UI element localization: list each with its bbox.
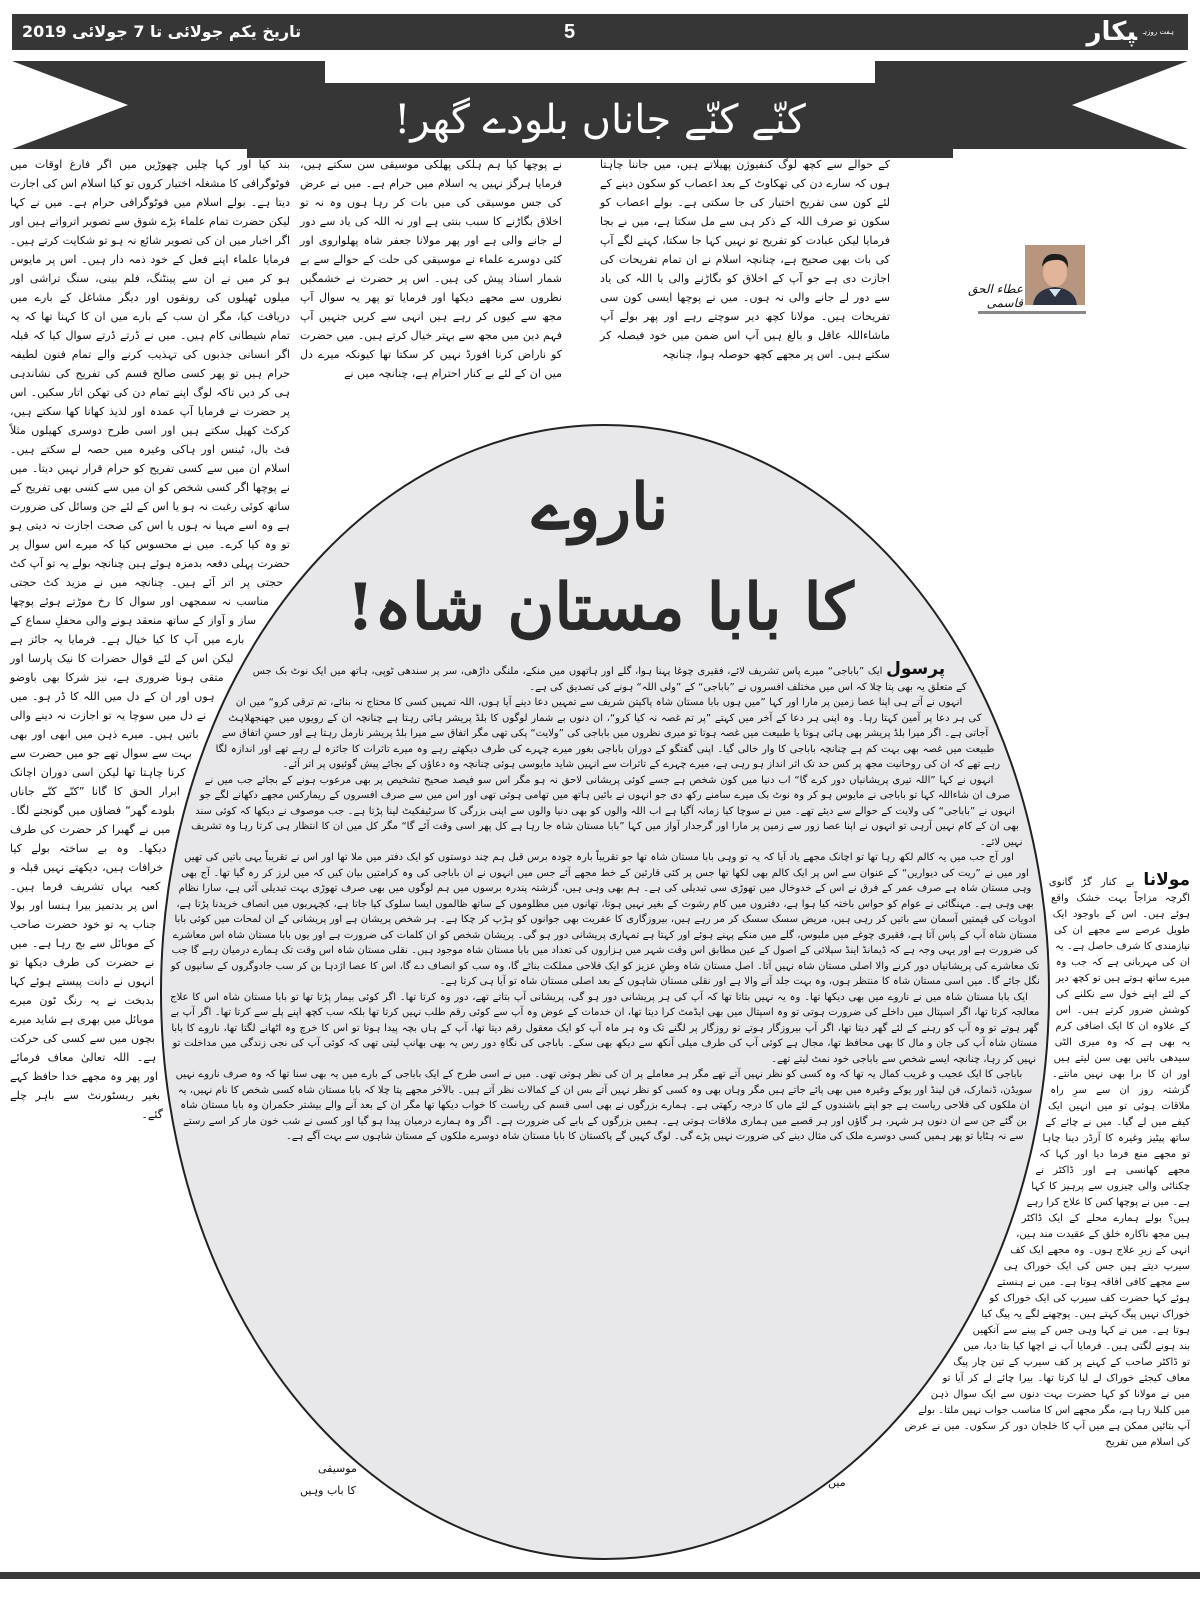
logo-text: پکار (1086, 17, 1138, 47)
lead-word: پرسول (886, 659, 946, 679)
feature-title-line-1: ناروے (531, 470, 669, 545)
column-3 (600, 155, 890, 505)
column-text: نے پوچھا کیا ہم ہلکی پھلکی موسیقی سن سکتے ہیں، فرمایا ہرگز نہیں یہ اسلام میں حرام ہے۔ میں نے عرض کی جس موسیقی کی میں بات کر رہا ہوں وہ نہ تو اخلاق بگاڑنے کا سبب بنتی ہے اور نہ اللہ کی یاد سے دور لے جانے والی ہے اور پھر مولانا جعفر شاہ پھلواروی اور کئی دوسرے علماء نے موسیقی کی حلت کے حوالے سے بے شمار اسناد پیش کی ہیں۔ اس پر حضرت نے خشمگیں نظروں سے مجھے دیکھا اور فرمایا تو پھر یہ سوال آپ مجھ سے کیوں کر رہے ہیں انہی سے کریں جنہیں آپ فہم دین میں مجھ سے بہتر خیال کرتے ہیں۔ میں حضرت کو ناراض کرنا افورڈ نہیں کر سکتا تھا کیونکہ میرے دل میں ان کے لئے بے کنار احترام ہے، چنانچہ میں نے (300, 158, 562, 380)
author-photo (1025, 245, 1085, 305)
column-text: بند کیا اور کہا چلیں چھوڑیں میں اگر فارغ اوقات میں فوٹوگرافی کا مشغلہ اختیار کروں تو کیا اسلام اس کی اجازت دیتا ہے۔ بولے اسلام میں فوٹوگرافی حرام ہے۔ میں نے کہا لیکن حضرت تمام علماء بڑے شوق سے تصویر اترواتے ہیں اور اگر اخبار میں ان کی تصویر شائع نہ ہو تو شکایت کرتے ہیں۔ فرمایا علماء اپنے فعل کے خود ذمہ دار ہیں۔ اس پر مایوس ہو کر میں نے ان سے پینٹنگ، فلم بینی، سنگ تراشی اور میلوں ٹھیلوں کی رونقوں اور دیگر مشاغل کے بارے میں دریافت کیا، مگر ان سب کے بارے میں ان کا کہنا تھا کہ یہ تمام شیطانی کام ہیں۔ میں نے ڈرتے ڈرتے سوال کیا کہ قبلہ اگر انسانی جذبوں کی تہذیب کرنے والے تمام فنون لطیفہ حرام ہیں تو پھر کسی صالح قسم کی تفریح کی نشاندہی ہی کر دیں تاکہ لوگ اپنے تمام دن کی تھکن اتار سکیں۔ اس پر حضرت نے فرمایا آپ عمدہ اور لذیذ کھانا کھا سکتے ہیں، کرکٹ کھیل سکتے ہیں اور اسی طرح دوسری کھیلوں مثلاً فٹ بال، ٹینس اور ہاکی وغیرہ میں حصہ لے سکتے ہیں۔ اسلام ان میں سے کسی تفریح کو حرام قرار نہیں دیتا۔ میں نے پوچھا اگر کسی شخص کو ان میں سے کسی بھی تفریح کے ساتھ کوئی رغبت نہ ہو یا اس کے لئے جن وسائل کی ضرورت ہے وہ اسے مہیا نہ ہوں یا اس کی صحت اجازت نہ دیتی ہو تو وہ کیا کرے۔ میں نے محسوس کیا کہ میرے اس سوال پر حضرت پہلی دفعہ بدمزہ ہوئے ہیں چنانچہ بولے یہ تو آپ کٹ حجتی پر اتر آئے ہیں۔ چنانچہ میں نے مزید کٹ حجتی مناسب نہ سمجھی اور سوال کا رخ موڑتے ہوئے پوچھا ساز و آواز کے ساتھ منعقد ہونے والی محفلِ سماع کے بارے میں آپ کا کیا خیال ہے۔ فرمایا یہ جائز ہے لیکن اس کے لئے قوال حضرات کا نیک پارسا اور متقی ہونا ضروری ہے، نیز شرکا بھی باوضو ہوں اور ان کے دل میں اللہ کا ڈر ہو۔ میں نے دل میں سوچا یہ تو اجازت نہ دینے والی باتیں ہیں۔ میرے ذہن میں ابھی اور بھی بہت سے سوال تھے جو میں حضرت سے کرنا چاہتا تھا لیکن اسی دوران اچانک ابرار الحق کا گانا ”کنّے کنّے جاناں بلودے گھر“ فضاؤں میں گونجنے لگا۔ میں نے گھبرا کر حضرت کی طرف دیکھا۔ وہ بے ساختہ بولے کیا خرافات ہیں، دیکھتے نہیں قبلہ و کعبہ یہاں تشریف فرما ہیں۔ اس پر بدتمیز بیرا ہنسا اور بولا جناب یہ تو خود حضرت صاحب کے موبائل سے بج رہا ہے۔ میں نے حضرت کی طرف دیکھا تو انہوں نے دانت پیستے ہوئے کہا بدبخت نے یہ رنگ ٹون میرے موبائل میں بھری ہے شاید میرے بچوں میں سے کسی کی حرکت ہے۔ اللہ تعالیٰ معاف فرمائے اور پھر وہ مجھے خدا حافظ کہے بغیر ریسٹورنٹ سے باہر چلے گئے۔ (10, 158, 290, 1121)
continued-fragment: میں (828, 1476, 846, 1489)
feature-title-line-2: کا بابا مستان شاہ! (346, 570, 854, 645)
logo-tagline: ہفت روزہ (1143, 28, 1174, 36)
continued-fragment: موسیقی (318, 1462, 357, 1475)
page-footer-rule (0, 1572, 1200, 1579)
continued-fragment: کا باب وہیں (300, 1484, 356, 1497)
feature-paragraph: انہوں نے آتے ہی اپنا عصا زمین پر مارا اور کہا ”میں ہوں بابا مستان شاہ پاکپتن شریف سے تمہیں دعا دینے آیا ہوں، اللہ تمہیں کسی کا محتاج نہ بنائے، تم ترقی کرو“ میں ان کی ہر دعا پر آمین کہتا رہا۔ وہ اپنی ہر دعا کے آخر میں کہتے ”پر تم غصہ نہ کیا کرو“، ان دنوں بے شمار لوگوں کا بلڈ پریشر ہائی رہتا ہے چنانچہ ان کے رویوں میں جھنجھلاہٹ آجاتی ہے۔ اگر میرا بلڈ پریشر بھی ہائی ہوتا یا طبیعت میں غصہ ہوتا تو میری نظروں میں باباجی کی ”ولایت“ پکی تھی مگر اتفاق سے میرا بلڈ پریشر نارمل رہتا ہے اور حسنِ اتفاق سے طبیعت میں غصہ بھی بہت کم ہے چنانچہ باباجی کا وار خالی گیا۔ اپنی گفتگو کے دوران باباجی بغور میرے چہرے کی طرف دیکھتے رہے وہ میرے تاثرات کا جائزہ لے رہے تھے اور اندازہ لگا رہے تھے کہ ان کی روحانیت مجھ پر کس حد تک اثر انداز ہو رہی ہے، میرے چہرے کے تاثرات سے انہیں شاید مایوسی ہوئی چنانچہ وہ دعاؤں کے بجائے پیش گوئیوں پر اتر آئے۔ (215, 697, 1001, 770)
portrait-icon (1025, 245, 1085, 305)
column-2 (300, 155, 562, 505)
author-name: عطاء الحق قاسمی (968, 282, 1023, 310)
feature-paragraph: انہوں نے کہا ”اللہ تیری پریشانیاں دور کرے گا“ اب دنیا میں کون شخص ہے جسے کوئی پریشانی لاحق نہ ہو مگر اس سو فیصد صحیح تشخیص پر بھی مرعوب ہونے کے بجائے جب میں نے صرف ان شاءاللہ کہا تو باباجی نے مایوس ہو کر وہ نوٹ بک میرے سامنے رکھ دی جو انہوں نے بائیں ہاتھ میں تھامی ہوئی تھی اور اس میں سے صرف افسروں کے ریمارکس مجھے دکھانے لگے جو انہوں نے ”باباجی“ کی ولایت کے حوالے سے دیئے تھے۔ میں نے سوچا کیا زمانہ آگیا ہے اب اللہ والوں کو بھی دنیا والوں سے اپنی بزرگی کا سرٹیفکیٹ لینا پڑتا ہے۔ جب موصوف نے دیکھا کہ کوئی سند بھی ان کے کام نہیں آرہی تو انہوں نے اپنا عصا زور سے زمین پر مارا اور گرجدار آواز میں کہا ”بابا مستان شاہ جا رہا ہے کل پھر اسی وقت آئے گا“ مگر کل میں ان کا انتظار ہی کرتا رہا وہ تشریف نہیں لائے۔ (191, 774, 1023, 848)
lead-word: مولانا (1143, 870, 1190, 890)
feature-paragraph: باباجی کا ایک عجیب و غریب کمال یہ تھا کہ وہ کسی کو نظر نہیں آتے تھے مگر ہر معاملے پر ان کی نظر ہوتی تھی۔ میں نے اسی طرح کے ایک باباجی کے بارے میں یہ بھی سنا تھا کہ وہ صرف ناروے نہیں سویڈن، ڈنمارک، فن لینڈ اور یوکے وغیرہ میں بھی پائے جاتے ہیں مگر وہاں بھی وہ کسی کو نظر نہیں آتے بس ان کے کمالات نظر آتے ہیں۔ بالآخر مجھے پتا چلا کہ بابا مستان شاہ کسی شخص کا نام نہیں، یہ ان ملکوں کی فلاحی ریاست ہے جو اپنے باشندوں کے لئے ماں کا درجہ رکھتی ہے۔ ہمارے بزرگوں نے بھی اسی قسم کی ریاست کا خواب دیکھا تھا مگر ان کے بعد آنے والے بیشتر حکمران وہ بابا مستان شاہ بن گئے جن سے ان دنوں ہر شہر، ہر گاؤں اور ہر قصبے میں ہماری ملاقات ہوتی ہے۔ ہمیں بزرگوں کے بابے کی ضرورت ہے۔ اگر وہ ہمارے درمیان پیدا ہو گیا اور کسی نے شب خون مار کر اسے رستے سے نہ ہٹایا تو پھر ہمیں کسی دوسرے ملک کی مثال دینے کی ضرورت نہیں پڑے گی۔ لوگ کہیں گے پاکستان کا بابا مستان شاہ دوسرے ملکوں کے مستان شاہوں سے بہت آگے ہے۔ (175, 1069, 1033, 1142)
column-headline: کنّے کنّے جاناں بلودے گھر! (394, 97, 806, 143)
column-body: بے کنار گڑ گانوی اگرچہ مزاجاً بہت خشک واقع ہوئے ہیں۔ اس کے باوجود ایک طویل عرصے سے مجھے ان کی نیازمندی کا شرف حاصل ہے۔ یہ ان کی مہربانی ہے کہ جب وہ میرے ساتھ ہوتے ہیں تو کچھ دیر کے لئے اپنے خول سے نکلنے کی کوشش ضرور کرتے ہیں۔ اس کے علاوہ ان کا ایک اضافی کرم یہ بھی ہے کہ وہ میری الٹی سیدھی باتیں بھی سن لیتے ہیں اور ان کا برا بھی نہیں مانتے۔ گزشتہ روز ان سے سرِ راہ ملاقات ہوئی تو میں انہیں ایک کیفے میں لے گیا۔ میں نے چائے کے ساتھ پیٹیز وغیرہ کا آرڈر دینا چاہا تو مجھے منع فرما دیا اور کہا کہ مجھے کھانسی ہے اور ڈاکٹر نے چکنائی والی چیزوں سے پرہیز کا کہا ہے۔ میں نے پوچھا کس کا علاج کرا رہے ہیں؟ بولے ہمارے محلے کے ایک ڈاکٹر ہیں مجھ ناکارہ خلق کے عقیدت مند ہیں، انہی کے زیرِ علاج ہوں۔ وہ مجھے ایک کف سیرپ دیتے ہیں جس کی ایک خوراک ہی سے مجھے کافی افاقہ ہوتا ہے۔ میں نے ہنستے ہوئے کہا حضرت کف سیرپ کی ایک خوراک کو خوراک نہیں پیگ کہتے ہیں۔ پوچھنے لگے یہ پیگ کیا ہوتا ہے۔ میں نے کہا وہی جس کے پینے سے آنکھیں بند ہونے لگتی ہیں۔ فرمایا آپ نے اچھا کیا بتا دیا، میں تو ڈاکٹر صاحب کے کہنے پر کف سیرپ کے تین چار پیگ معاف کیجئے خوراک لے لیا کرتا تھا۔ بیرا چائے لے کر آیا تو میں نے مولانا کو کہا حضرت بہت دنوں سے ایک سوال ذہن میں کلبلا رہا ہے، مگر مجھے اس کا مناسب جواب نہیں ملتا۔ بولے آپ بتائیں ممکن ہے میں آپ کا خلجان دور کر سکوں۔ میں نے عرض کی اسلام میں تفریح (904, 877, 1190, 1448)
feature-paragraph: ایک بابا مستان شاہ میں نے ناروے میں بھی دیکھا تھا۔ وہ یہ نہیں بتاتا تھا کہ آپ کی ہر پریشانی دور ہو گی، پریشانی آپ بتاتے تھے، دور وہ کرتا تھا۔ اگر کوئی بیمار پڑتا تھا تو بابا مستان شاہ اس کا علاج معالجہ کرتا تھا، اگر اسپتال میں داخلے کی ضرورت ہوتی تو وہ اسپتال میں بھی ایڈمٹ کرا دیتا تھا، ان خدمات کے عوض وہ آپ سے کوئی رقم طلب نہیں کرتا تھا بلکہ سب کچھ اپنے پلے سے کرتا تھا۔ اگر آپ بے گھر ہوتے تو وہ آپ کو رہنے کے لئے گھر دیتا تھا، اگر آپ بیروزگار ہوتے تو روزگار پر لگنے تک وہ ہر ماہ آپ کو ایک معقول رقم دیتا تھا، آپ کے ہاں بچہ پیدا ہوتا تو اس کا خرچ وہ اٹھانے لگتا تھا، ناروے کا بابا مستان شاہ آپ کی جان و مال کا بھی محافظ تھا، مجال ہے کوئی آپ کی طرف میلی آنکھ سے دیکھ بھی سکے۔ باباجی کی نگاہِ دور رس یہ بھی بھانپ لیتی تھی کہ کوئی آپ کی نجی زندگی میں مداخلت تو نہیں کر رہا، چنانچہ ایسے شخص سے باباجی خود نمٹ لیتے تھے۔ (170, 991, 1040, 1065)
issue-date: تاریخ یکم جولائی تا 7 جولائی 2019 (22, 22, 302, 41)
author-divider (978, 311, 1086, 314)
feature-body (160, 659, 1050, 1562)
page-number: 5 (564, 21, 576, 43)
feature-paragraph: اور آج جب میں یہ کالم لکھ رہا تھا تو اچانک مجھے یاد آیا کہ یہ تو وہی بابا مستان شاہ تھا جو تقریباً بارہ چودہ برس قبل ہم چند دوستوں کو ایک دفتر میں ملا تھا اور اس نے تقریباً یہی باتیں کی تھیں اور میں نے ”ریت کی دیواریں“ کے عنوان سے اس پر ایک کالم بھی لکھا تھا جس پر کئی قارئین کے خط مجھے آئے جس میں انہوں نے ان باباجی کی وہ کرامتیں بیان کیں کہ میں لرز کر رہ گیا تھا۔ آج بھی وہی مستان شاہ ہے صرف عمر کے فرق نے اس کے خدوخال میں تھوڑی سی تبدیلی کی ہے۔ ہم بھی وہی ہیں، گزشتہ پندرہ برسوں میں ہم لوگوں میں بھی صرف تھوڑی بہت تبدیلی آئی ہے، سارا نظام بھی وہی ہے۔ مہنگائی نے عوام کو حواس باختہ کیا ہوا ہے، دفتروں میں کام رشوت کے بغیر نہیں ہوتا، تھانوں میں مظلوموں کے ساتھ ظالموں ایسا سلوک کیا جاتا ہے، کچہریوں میں انصاف خریدنا پڑتا ہے، ادویات کی قیمتیں آسمان سے باتیں کر رہی ہیں، مریض سسک سسک کر مر رہے ہیں، بیروزگاری کا عفریت بھی جوانوں کو ہڑپ کر چکا ہے۔ ہر شخص پریشان ہے اور پریشانی کے ان لمحات میں کوئی بابا مستان شاہ آپ کے پاس آتا ہے، فقیری چوغے میں ملبوس، گلے میں منکے پہنے ہوئے اور کہتا ہے تمہاری پریشانی دور ہو گی۔ پریشان شخص کو ان کلمات کی ضرورت ہے اور یوں بابا مستان شاہ اس معاشرے کی ضرورت ہے اور یہی وجہ ہے کہ ڈیمانڈ اینڈ سپلائی کے اصول کے عین مطابق اس وقت شہر میں ہزاروں کی تعداد میں بابا مستان شاہ موجود ہیں۔ نقلی مستان شاہ اس وقت تک ہمارے درمیان رہے گا جب تک معاشرے کی پریشانیاں دور کرنے والا اصلی مستان شاہ نہیں آتا۔ اصل مستان شاہ وطنِ عزیز کو ایک فلاحی مملکت بنائے گا، وہ سب کو انصاف دے گا، اس کا عصا اژدہا بن کر سب جادوگروں کے سانپوں کو نگل جائے گا۔ میں اسی مستان شاہ کا منتظر ہوں، وہ بہت جلد آنے والا ہے اور نقلی مستان شاہوں کے بعد اصلی مستان شاہ تو آیا ہی کرتا ہے۔ (170, 852, 1040, 987)
column-text: کے حوالے سے کچھ لوگ کنفیوژن پھیلاتے ہیں، میں جاننا چاہتا ہوں کہ سارے دن کی تھکاوٹ کے بعد اعصاب کو سکون دینے کے لئے کون سی تفریح اختیار کی جا سکتی ہے۔ بولے اعصاب کو سکون تو صرف اللہ کے ذکر ہی سے مل سکتا ہے، میں نے بجا فرمایا لیکن عبادت کو تفریح تو نہیں کہا جا سکتا، کہنے لگے آپ کی بات بھی صحیح ہے، چنانچہ اسلام نے ان تمام تفریحات کی اجازت دی ہے جو آپ کے اخلاق کو بگاڑنے والی یا اللہ کی یاد سے دور لے جانے والی نہ ہوں۔ میں نے پوچھا ایسی کون سی تفریحات ہیں۔ مولانا کچھ دیر سوچتے رہے اور پھر بولے آپ ماشاءاللہ عاقل و بالغ ہیں آپ اس ضمن میں خود فیصلہ کر سکتے ہیں۔ اس پر مجھے کچھ حوصلہ ہوا، چنانچہ (600, 158, 890, 361)
paragraph-text: ایک ”باباجی“ میرے پاس تشریف لائے، فقیری چوغا پہنا ہوا، گلے اور ہاتھوں میں منکے، ملنگی داڑھی، سر پر سندھی ٹوپی، ہاتھ میں ایک نوٹ بک جس کے متعلق یہ بھی پتا چلا کہ اس میں مختلف افسروں نے ”باباجی“ کے ”ولی اللہ“ ہونے کی تصدیق کی ہے۔ (252, 666, 967, 693)
